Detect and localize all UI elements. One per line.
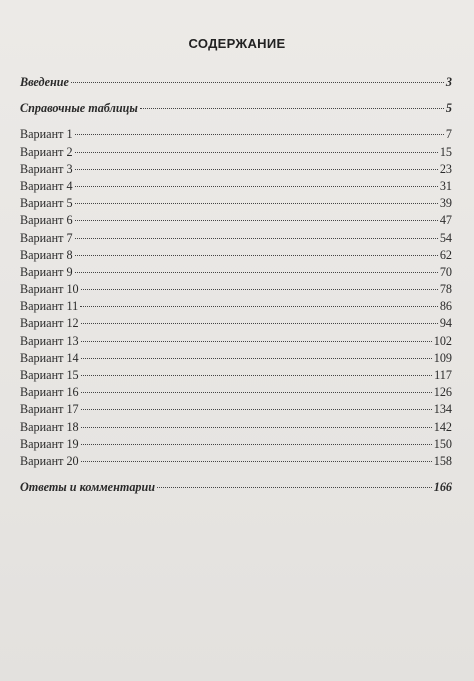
toc-entry-label: Вариант 9 [20, 264, 73, 279]
toc-entry-label: Ответы и комментарии [20, 480, 156, 495]
dot-leader [81, 341, 432, 342]
page-title: СОДЕРЖАНИЕ [188, 36, 286, 51]
toc-entry-variant[interactable] [20, 230, 452, 247]
dot-leader [81, 375, 433, 376]
dot-leader [75, 186, 438, 187]
toc-entry-variant[interactable] [20, 161, 452, 178]
toc-entry-variant[interactable] [20, 333, 452, 350]
toc-entry-label: Вариант 19 [20, 436, 79, 451]
toc-entry-label: Вариант 8 [20, 247, 73, 262]
dot-leader [75, 169, 438, 170]
dot-leader [81, 392, 432, 393]
toc-entry-page: 70 [439, 264, 452, 279]
toc-entry-page: 15 [439, 144, 452, 159]
toc-entry-variant[interactable] [20, 281, 452, 298]
toc-entry-label: Вариант 11 [20, 299, 79, 314]
toc-entry-page: 47 [439, 213, 452, 228]
toc-entry-label: Вариант 6 [20, 213, 73, 228]
toc-entry-variant[interactable] [20, 195, 452, 212]
toc-entry-label: Вариант 10 [20, 282, 79, 297]
toc-entry-page: 7 [445, 127, 452, 142]
toc-entry-variant[interactable] [20, 315, 452, 332]
dot-leader [80, 306, 438, 307]
toc-entry-label: Вариант 3 [20, 161, 73, 176]
table-of-contents [20, 74, 452, 496]
toc-entry-variant[interactable] [20, 419, 452, 436]
toc-entry-page: 109 [433, 350, 452, 365]
toc-entry-page: 62 [439, 247, 452, 262]
toc-entry-variant[interactable] [20, 264, 452, 281]
dot-leader [81, 323, 438, 324]
toc-entry-label: Вариант 13 [20, 333, 79, 348]
toc-entry-label: Вариант 18 [20, 419, 79, 434]
toc-entry-label: Вариант 15 [20, 368, 79, 382]
toc-entry-page: 3 [445, 75, 452, 89]
toc-entry-page: 150 [433, 436, 452, 451]
toc-entry-variant[interactable] [20, 247, 452, 264]
dot-leader [75, 238, 438, 239]
toc-entry-variant[interactable] [20, 298, 452, 315]
dot-leader [157, 487, 432, 488]
toc-entry-label: Вариант 1 [20, 127, 73, 142]
toc-entry-page: 23 [439, 161, 452, 176]
toc-entry-label: Вариант 16 [20, 385, 79, 400]
dot-leader [71, 82, 444, 83]
toc-entry-page: 102 [433, 333, 452, 348]
toc-entry-label: Вариант 14 [20, 350, 79, 365]
toc-entry-page: 158 [433, 453, 452, 468]
toc-entry-page: 117 [434, 368, 452, 382]
toc-entry-variant[interactable] [20, 178, 452, 195]
dot-leader [81, 358, 432, 359]
toc-entry-page: 31 [439, 178, 452, 193]
dot-leader [81, 409, 432, 410]
toc-entry-variant[interactable] [20, 350, 452, 367]
toc-entry-label: Вариант 17 [20, 402, 79, 417]
toc-entry-page: 5 [445, 101, 452, 116]
toc-entry-page: 126 [433, 385, 452, 400]
toc-entry-page: 78 [439, 282, 452, 297]
dot-leader [75, 152, 438, 153]
toc-entry-page: 54 [439, 230, 452, 245]
toc-entry-answers[interactable] [20, 479, 452, 496]
toc-entry-label: Вариант 12 [20, 316, 79, 331]
toc-entry-variant[interactable] [20, 453, 452, 470]
dot-leader [75, 203, 438, 204]
toc-entry-page: 166 [433, 480, 452, 495]
toc-entry-label: Вариант 20 [20, 453, 79, 468]
toc-entry-variant[interactable] [20, 212, 452, 229]
dot-leader [75, 220, 438, 221]
dot-leader [81, 444, 432, 445]
toc-entry-intro[interactable] [20, 74, 452, 91]
dot-leader [81, 289, 438, 290]
variants-list [20, 126, 452, 470]
toc-entry-page: 134 [433, 402, 452, 417]
dot-leader [75, 134, 444, 135]
dot-leader [81, 461, 432, 462]
dot-leader [140, 108, 444, 109]
dot-leader [75, 255, 438, 256]
toc-entry-page: 39 [439, 196, 452, 211]
dot-leader [81, 427, 432, 428]
toc-entry-label: Вариант 2 [20, 144, 73, 159]
toc-entry-label: Вариант 5 [20, 196, 73, 211]
dot-leader [75, 272, 438, 273]
toc-entry-variant[interactable] [20, 144, 452, 161]
toc-entry-variant[interactable] [20, 367, 452, 384]
toc-entry-label: Справочные таблицы [20, 101, 138, 116]
toc-entry-variant[interactable] [20, 436, 452, 453]
toc-entry-variant[interactable] [20, 401, 452, 418]
toc-entry-variant[interactable] [20, 384, 452, 401]
toc-entry-label: Вариант 7 [20, 230, 73, 245]
toc-entry-page: 142 [433, 419, 452, 434]
toc-entry-label: Вариант 4 [20, 178, 73, 193]
toc-entry-label: Введение [20, 75, 69, 89]
toc-entry-variant[interactable] [20, 126, 452, 143]
toc-entry-reference-tables[interactable] [20, 100, 452, 117]
toc-entry-page: 86 [439, 299, 452, 314]
toc-entry-page: 94 [439, 316, 452, 331]
